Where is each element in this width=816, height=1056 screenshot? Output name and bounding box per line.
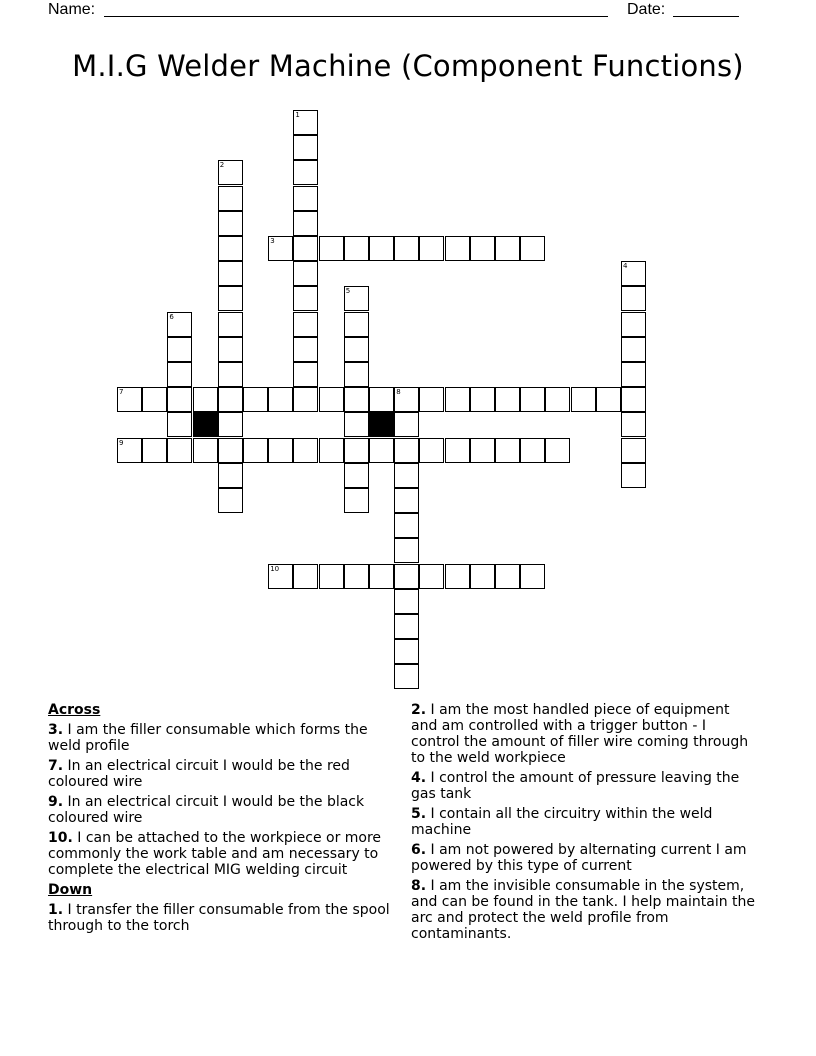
- clue-number-label: 10: [270, 564, 280, 573]
- clue-number-label: 6: [169, 312, 174, 321]
- crossword-cell[interactable]: [167, 362, 192, 387]
- crossword-cell[interactable]: [218, 362, 243, 387]
- crossword-cell[interactable]: [218, 387, 243, 412]
- crossword-cell[interactable]: [369, 564, 394, 589]
- clue-across-3: [48, 722, 393, 754]
- crossword-cell[interactable]: [218, 337, 243, 362]
- clue-down-6: [411, 842, 756, 874]
- crossword-cell[interactable]: [319, 438, 344, 463]
- crossword-cell[interactable]: [394, 488, 419, 513]
- crossword-cell[interactable]: [419, 387, 444, 412]
- crossword-cell[interactable]: [621, 312, 646, 337]
- crossword-cell[interactable]: [495, 564, 520, 589]
- crossword-cell[interactable]: [470, 236, 495, 261]
- crossword-cell[interactable]: [571, 387, 596, 412]
- crossword-cell[interactable]: [621, 286, 646, 311]
- crossword-cell[interactable]: [621, 412, 646, 437]
- clue-number: 3.: [48, 722, 64, 738]
- crossword-cell[interactable]: [319, 387, 344, 412]
- crossword-cell[interactable]: [218, 463, 243, 488]
- crossword-cell[interactable]: [394, 564, 419, 589]
- crossword-cell[interactable]: [445, 564, 470, 589]
- crossword-cell[interactable]: [293, 438, 318, 463]
- clue-number-label: 4: [623, 262, 628, 271]
- crossword-cell[interactable]: [394, 412, 419, 437]
- crossword-cell[interactable]: [545, 387, 570, 412]
- crossword-cell[interactable]: [218, 312, 243, 337]
- crossword-cell[interactable]: [344, 387, 369, 412]
- crossword-cell[interactable]: [520, 438, 545, 463]
- crossword-cell[interactable]: [344, 564, 369, 589]
- clue-number-label: 5: [345, 287, 351, 296]
- crossword-cell[interactable]: [293, 337, 318, 362]
- crossword-cell[interactable]: [394, 438, 419, 463]
- crossword-cell[interactable]: [218, 412, 243, 437]
- crossword-cell[interactable]: [470, 564, 495, 589]
- crossword-cell[interactable]: [495, 387, 520, 412]
- down-heading: Down: [48, 882, 93, 898]
- crossword-cell[interactable]: [621, 463, 646, 488]
- clue-text: I am not powered by alternating current I am powered by this type of current: [411, 842, 747, 874]
- clue-text: I contain all the circuitry within the weld machine: [411, 806, 713, 838]
- crossword-cell[interactable]: [394, 589, 419, 614]
- crossword-cell[interactable]: [293, 564, 318, 589]
- crossword-cell[interactable]: [369, 438, 394, 463]
- crossword-cell[interactable]: [394, 664, 419, 689]
- crossword-cell[interactable]: [218, 186, 243, 211]
- crossword-cell[interactable]: [419, 438, 444, 463]
- crossword-cell[interactable]: [218, 236, 243, 261]
- crossword-cell[interactable]: [344, 362, 369, 387]
- clue-number-label: 3: [270, 237, 275, 245]
- crossword-cell[interactable]: [319, 236, 344, 261]
- page-title: M.I.G Welder Machine (Component Functions): [72, 49, 744, 83]
- crossword-cell[interactable]: [344, 463, 369, 488]
- clue-number-label: 1: [295, 111, 300, 119]
- crossword-cell[interactable]: [243, 438, 268, 463]
- crossword-cell[interactable]: [344, 312, 369, 337]
- crossword-cell[interactable]: [218, 261, 243, 286]
- crossword-cell[interactable]: [394, 614, 419, 639]
- crossword-cell[interactable]: [394, 236, 419, 261]
- clue-text: I am the filler consumable which forms the weld profile: [48, 722, 368, 754]
- clue-number: 9.: [48, 794, 64, 810]
- crossword-cell[interactable]: [621, 362, 646, 387]
- clue-across-10: [48, 830, 393, 878]
- crossword-cell[interactable]: [293, 286, 318, 311]
- clue-down-4: [411, 770, 756, 802]
- clue-text: I can be attached to the workpiece or more commonly the work table and am necessary to complete the electrical MIG welding circuit: [48, 830, 382, 878]
- crossword-cell[interactable]: [394, 538, 419, 563]
- crossword-cell[interactable]: [419, 236, 444, 261]
- name-label: Name:: [48, 1, 96, 18]
- crossword-cell[interactable]: [319, 564, 344, 589]
- crossword-cell[interactable]: [520, 387, 545, 412]
- crossword-cell[interactable]: [167, 387, 192, 412]
- crossword-cell[interactable]: [167, 438, 192, 463]
- across-heading: Across: [48, 702, 101, 718]
- crossword-cell[interactable]: [293, 186, 318, 211]
- clue-text: In an electrical circuit I would be the black coloured wire: [48, 794, 365, 826]
- crossword-cell[interactable]: [167, 337, 192, 362]
- clue-number: 10.: [48, 830, 73, 846]
- clue-across-7: [48, 758, 393, 790]
- clue-number-label: 8: [396, 388, 401, 397]
- clue-text: I am the most handled piece of equipment and am controlled with a trigger button - I control the amount of filler wire coming through to the weld workpiece: [411, 702, 749, 766]
- date-label: Date:: [627, 1, 666, 18]
- crossword-cell[interactable]: [142, 438, 167, 463]
- clue-number: 7.: [48, 758, 64, 774]
- clue-number-label: 9: [119, 438, 124, 447]
- crossword-cell[interactable]: [419, 564, 444, 589]
- crossword-cell[interactable]: [293, 261, 318, 286]
- crossword-cell[interactable]: [268, 438, 293, 463]
- black-square: [193, 412, 218, 437]
- crossword-cell[interactable]: [621, 438, 646, 463]
- crossword-cell[interactable]: [344, 337, 369, 362]
- crossword-cell[interactable]: [293, 362, 318, 387]
- crossword-cell[interactable]: [344, 488, 369, 513]
- crossword-cell[interactable]: [218, 438, 243, 463]
- crossword-cell[interactable]: [445, 438, 470, 463]
- crossword-cell[interactable]: [369, 236, 394, 261]
- crossword-cell[interactable]: [293, 312, 318, 337]
- clue-number: 2.: [411, 702, 427, 718]
- crossword-cell[interactable]: [621, 337, 646, 362]
- crossword-cell[interactable]: [495, 236, 520, 261]
- crossword-cell[interactable]: [445, 236, 470, 261]
- crossword-cell[interactable]: [394, 463, 419, 488]
- crossword-cell[interactable]: [344, 412, 369, 437]
- clue-number: 8.: [411, 878, 427, 894]
- crossword-cell[interactable]: [268, 387, 293, 412]
- crossword-cell[interactable]: [243, 387, 268, 412]
- crossword-cell[interactable]: [293, 236, 318, 261]
- clue-number: 1.: [48, 902, 64, 918]
- crossword-cell[interactable]: [167, 412, 192, 437]
- crossword-cell[interactable]: [445, 387, 470, 412]
- clue-number: 5.: [411, 806, 427, 822]
- crossword-cell[interactable]: [293, 387, 318, 412]
- crossword-cell[interactable]: [218, 488, 243, 513]
- crossword-cell[interactable]: [545, 438, 570, 463]
- clue-text: I am the invisible consumable in the system, and can be found in the tank. I help maintain the arc and protect the weld profile from contaminants.: [411, 878, 756, 942]
- crossword-cell[interactable]: [394, 639, 419, 664]
- crossword-cell[interactable]: [394, 513, 419, 538]
- crossword-cell[interactable]: [293, 160, 318, 185]
- clue-down-5: [411, 806, 756, 838]
- clue-number-label: 2: [219, 161, 225, 170]
- crossword-cell[interactable]: [293, 135, 318, 160]
- clue-text: I transfer the filler consumable from the spool through to the torch: [48, 902, 390, 934]
- crossword-cell[interactable]: [596, 387, 621, 412]
- crossword-cell[interactable]: [344, 438, 369, 463]
- crossword-cell[interactable]: [293, 211, 318, 236]
- clue-down-1: [48, 902, 393, 934]
- clues-right-column: [411, 702, 756, 946]
- crossword-cell[interactable]: [142, 387, 167, 412]
- crossword-cell[interactable]: [621, 387, 646, 412]
- clue-text: In an electrical circuit I would be the red coloured wire: [48, 758, 350, 790]
- crossword-cell[interactable]: [520, 564, 545, 589]
- clue-down-8: [411, 878, 756, 942]
- crossword-cell[interactable]: [470, 438, 495, 463]
- black-square: [369, 412, 394, 437]
- clue-number: 6.: [411, 842, 427, 858]
- crossword-cell[interactable]: [193, 438, 218, 463]
- clues-left-column: [48, 702, 393, 938]
- crossword-cell[interactable]: [218, 211, 243, 236]
- crossword-cell[interactable]: [344, 236, 369, 261]
- crossword-cell[interactable]: [520, 236, 545, 261]
- clue-across-9: [48, 794, 393, 826]
- crossword-cell[interactable]: [369, 387, 394, 412]
- clue-number: 4.: [411, 770, 427, 786]
- crossword-cell[interactable]: [193, 387, 218, 412]
- crossword-cell[interactable]: [470, 387, 495, 412]
- crossword-cell[interactable]: [218, 286, 243, 311]
- clue-down-2: [411, 702, 756, 766]
- crossword-cell[interactable]: [495, 438, 520, 463]
- clue-text: I control the amount of pressure leaving the gas tank: [411, 770, 740, 802]
- clue-number-label: 7: [119, 388, 124, 397]
